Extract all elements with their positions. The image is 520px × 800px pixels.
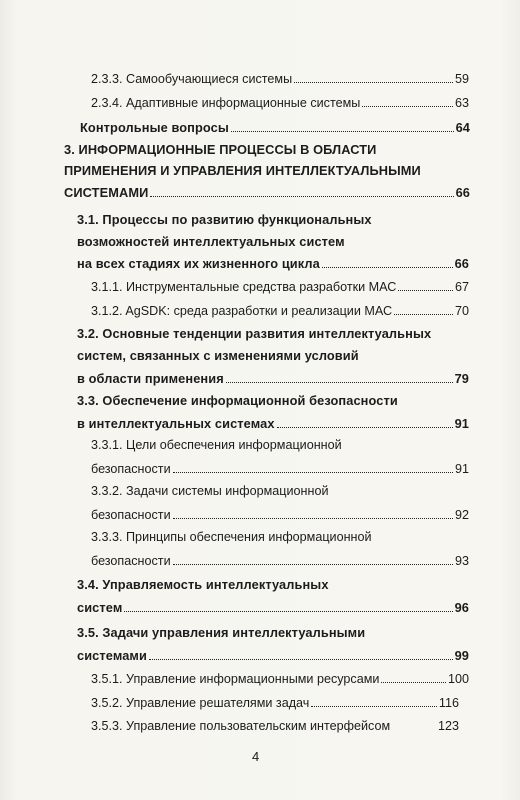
dot-leader: [394, 313, 453, 315]
toc-page-number: 79: [454, 371, 469, 386]
toc-page-number: 100: [447, 672, 469, 686]
toc-entry-title: 3.5.1. Управление информационными ресурсами: [91, 672, 380, 686]
toc-section-3-2-line-1: 3.2. Основные тенденции развития интеллектуальных: [77, 326, 432, 341]
toc-page-number: 91: [454, 462, 469, 476]
toc-entry-3-3-1-line-1: 3.3.1. Цели обеспечения информационной: [91, 438, 342, 452]
toc-entry-3-1-2: [91, 304, 469, 318]
toc-entry-3-5-1: [91, 672, 469, 686]
dot-leader: [311, 705, 437, 707]
toc-page-number: 66: [455, 185, 470, 200]
toc-chapter-3-line-1: 3. ИНФОРМАЦИОННЫЕ ПРОЦЕССЫ В ОБЛАСТИ: [64, 142, 377, 157]
toc-page-number: 67: [454, 280, 469, 294]
toc-entry-3-3-2: [91, 508, 469, 522]
toc-section-3-3: [77, 416, 469, 431]
toc-page-number: 99: [454, 648, 469, 663]
toc-section-3-1-line-2: возможностей интеллектуальных систем: [77, 234, 345, 249]
toc-page-number: 93: [454, 554, 469, 568]
toc-section-3-5: [77, 648, 469, 663]
dot-leader: [149, 658, 453, 660]
page-number: 4: [252, 749, 260, 764]
toc-entry-3-3-1: [91, 462, 469, 476]
toc-entry-title: 3.5.2. Управление решателями задач: [91, 696, 310, 710]
toc-entry-title: на всех стадиях их жизненного цикла: [77, 256, 320, 271]
dot-leader: [150, 195, 453, 197]
toc-entry-review-questions: [80, 120, 470, 135]
toc-entry-3-3-3-line-1: 3.3.3. Принципы обеспечения информационной: [91, 530, 372, 544]
toc-section-3-5-line-1: 3.5. Задачи управления интеллектуальными: [77, 625, 366, 640]
toc-page-number: 92: [454, 508, 469, 522]
toc-page-number: 64: [455, 120, 470, 135]
toc-section-3-1: [77, 256, 469, 271]
dot-leader: [124, 610, 452, 612]
dot-leader: [362, 105, 453, 107]
toc-entry-3-5-3: [91, 719, 459, 733]
toc-entry-title: 3.5.3. Управление пользовательским интерфейсом: [91, 719, 391, 733]
toc-entry-2-3-3: [91, 72, 469, 86]
dot-leader: [294, 81, 453, 83]
toc-page-number: 63: [454, 96, 469, 110]
toc-section-3-4: [77, 600, 469, 615]
dot-leader: [173, 563, 453, 565]
toc-entry-title: 2.3.3. Самообучающиеся системы: [91, 72, 293, 86]
toc-page-number: 116: [438, 696, 459, 710]
dot-leader: [277, 426, 453, 428]
toc-entry-title: безопасности: [91, 462, 171, 476]
toc-entry-title: 2.3.4. Адаптивные информационные системы: [91, 96, 361, 110]
toc-chapter-3-line-2: ПРИМЕНЕНИЯ И УПРАВЛЕНИЯ ИНТЕЛЛЕКТУАЛЬНЫМИ: [64, 163, 421, 178]
toc-entry-2-3-4: [91, 96, 469, 110]
dot-leader: [226, 381, 453, 383]
dot-leader: [173, 517, 453, 519]
toc-section-3-3-line-1: 3.3. Обеспечение информационной безопасности: [77, 393, 398, 408]
toc-section-3-2-line-2: систем, связанных с изменениями условий: [77, 348, 359, 363]
toc-entry-title: системами: [77, 648, 147, 663]
toc-entry-title: безопасности: [91, 508, 171, 522]
toc-page-number: 91: [454, 416, 469, 431]
toc-entry-title: в области применения: [77, 371, 224, 386]
toc-page-number: 59: [454, 72, 469, 86]
dot-leader: [173, 471, 453, 473]
toc-entry-3-1-1: [91, 280, 469, 294]
toc-section-3-2: [77, 371, 469, 386]
dot-leader: [398, 289, 453, 291]
toc-entry-title: безопасности: [91, 554, 171, 568]
toc-entry-title: в интеллектуальных системах: [77, 416, 275, 431]
dot-leader: [381, 681, 446, 683]
toc-entry-title: 3.1.1. Инструментальные средства разработки МАС: [91, 280, 397, 294]
toc-page-number: 96: [454, 600, 469, 615]
toc-entry-title: Контрольные вопросы: [80, 120, 229, 135]
toc-entry-title: систем: [77, 600, 123, 615]
toc-entry-title: 3.1.2. AgSDK: среда разработки и реализации МАС: [91, 304, 393, 318]
toc-entry-title: СИСТЕМАМИ: [64, 185, 149, 200]
toc-section-3-1-line-1: 3.1. Процессы по развитию функциональных: [77, 212, 372, 227]
toc-entry-3-3-2-line-1: 3.3.2. Задачи системы информационной: [91, 484, 329, 498]
toc-page-number: 123: [437, 719, 459, 733]
dot-leader: [322, 266, 453, 268]
dot-leader: [392, 728, 436, 730]
toc-entry-3-3-3: [91, 554, 469, 568]
toc-entry-3-5-2: [91, 696, 459, 710]
toc-page-number: 66: [454, 256, 469, 271]
dot-leader: [231, 130, 454, 132]
toc-section-3-4-line-1: 3.4. Управляемость интеллектуальных: [77, 577, 329, 592]
toc-page-number: 70: [454, 304, 469, 318]
toc-chapter-3: [64, 185, 470, 200]
